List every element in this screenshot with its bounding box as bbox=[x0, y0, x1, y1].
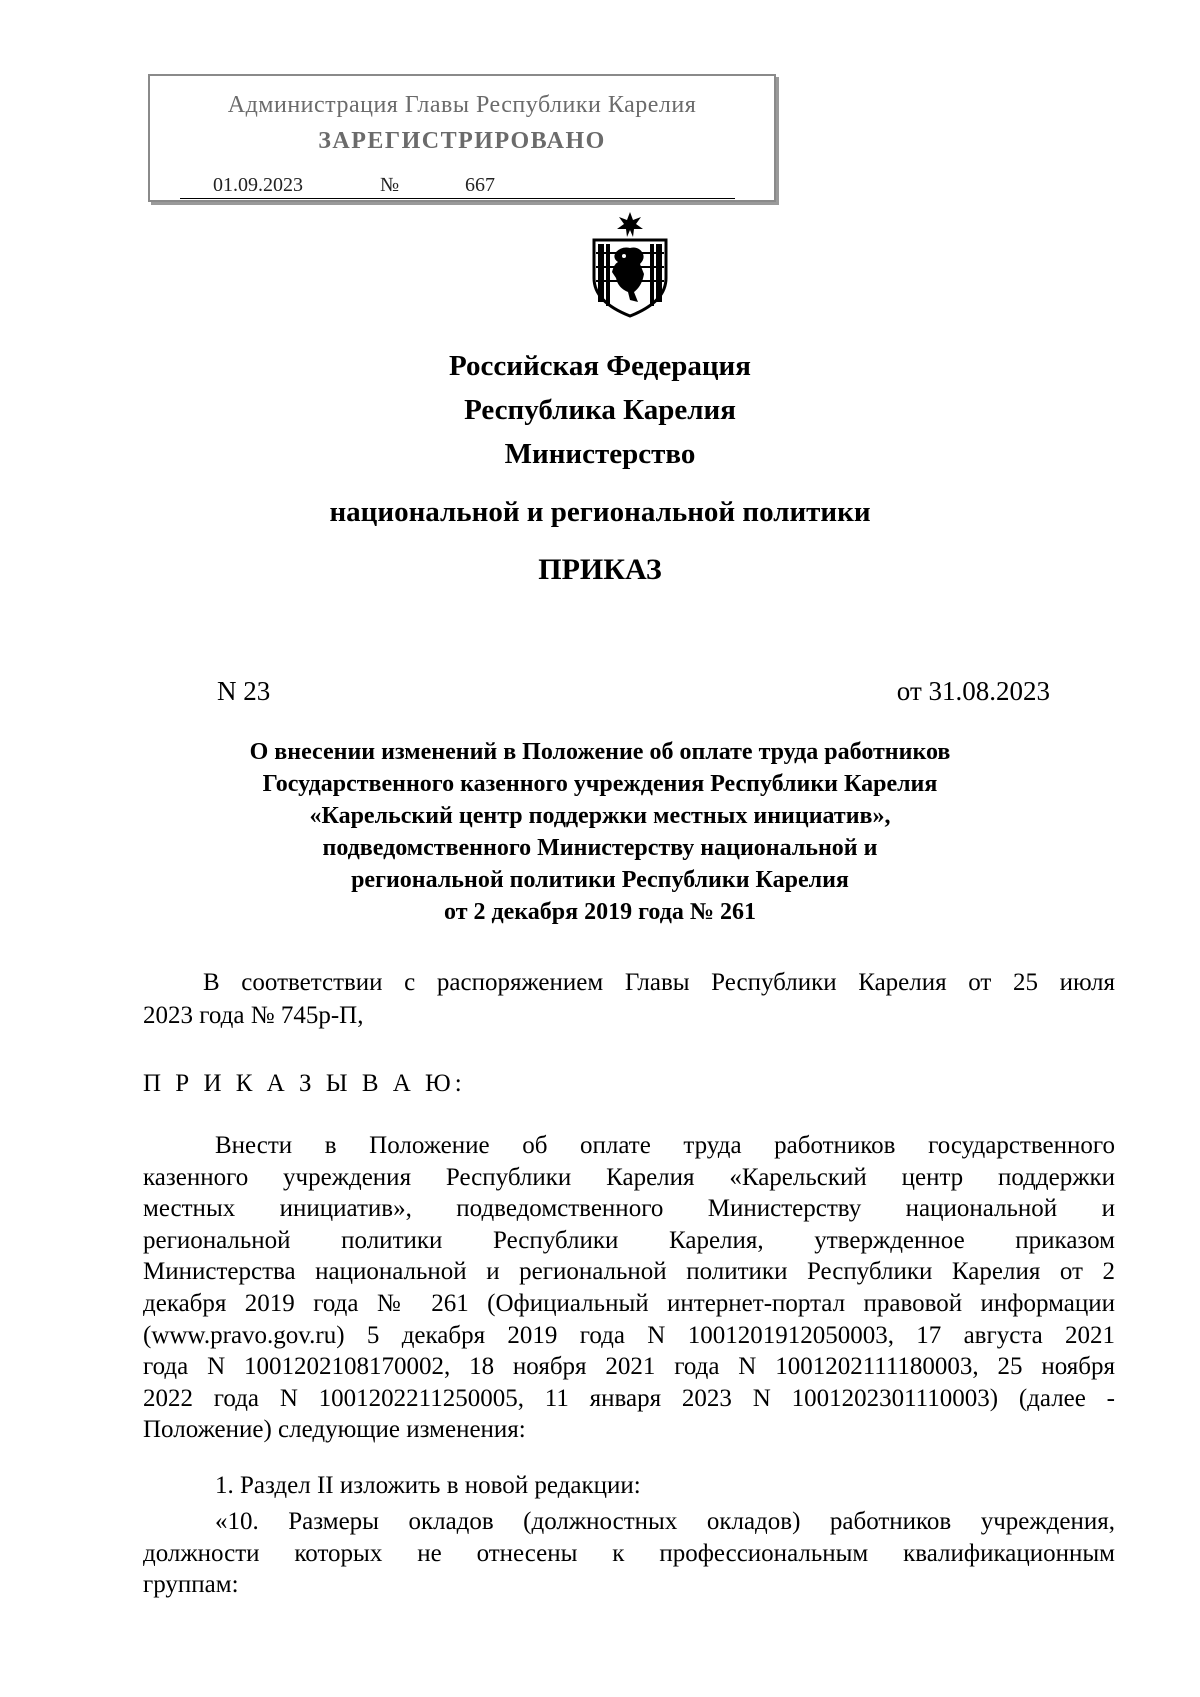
main-text-line: (www.pravo.gov.ru) 5 декабря 2019 года N 1001201912050003, 17 августа 2021 bbox=[143, 1321, 1115, 1349]
main-text-line: Положение) следующие изменения: bbox=[143, 1416, 526, 1444]
document-title bbox=[150, 736, 1050, 928]
header-country: Российская Федерация bbox=[449, 350, 751, 382]
stamp-authority: Администрация Главы Республики Карелия bbox=[227, 92, 697, 118]
main-text-line: Внести в Положение об оплате труда работников государственного bbox=[215, 1132, 1115, 1159]
title-line: от 2 декабря 2019 года № 261 bbox=[444, 899, 756, 925]
stamp-registration-line bbox=[180, 174, 735, 199]
main-text-line: местных инициатив», подведомственного Министерству национальной и bbox=[143, 1195, 1115, 1223]
orders-word: П Р И К А З Ы В А Ю: bbox=[143, 1070, 466, 1097]
quote-text-line: группам: bbox=[143, 1571, 239, 1599]
basis-line: 2023 года № 745р-П, bbox=[143, 1002, 364, 1029]
main-text-line: региональной политики Республики Карелия, утвержденное приказом bbox=[143, 1226, 1115, 1254]
main-text-line: декабря 2019 года № 261 (Официальный интернет-портал правовой информации bbox=[143, 1289, 1115, 1317]
stamp-registered-label: ЗАРЕГИСТРИРОВАНО bbox=[318, 128, 606, 154]
title-line: региональной политики Республики Карелия bbox=[351, 867, 849, 893]
title-line: О внесении изменений в Положение об оплате труда работников bbox=[249, 739, 951, 765]
quote-text-line: «10. Размеры окладов (должностных окладов) работников учреждения, bbox=[215, 1508, 1115, 1535]
stamp-number-sign: № bbox=[380, 174, 400, 196]
order-number: N 23 bbox=[217, 676, 271, 706]
quoted-paragraph bbox=[143, 1506, 1115, 1601]
registration-stamp bbox=[148, 74, 776, 202]
header-ministry: Министерство bbox=[504, 438, 696, 470]
main-text-line: года N 1001202108170002, 18 ноября 2021 года N 1001202111180003, 25 ноября bbox=[143, 1353, 1115, 1381]
basis-paragraph bbox=[143, 966, 1115, 1032]
header-ministry-name: национальной и региональной политики bbox=[329, 496, 871, 528]
main-text-line: казенного учреждения Республики Карелия «Карельский центр поддержки bbox=[143, 1163, 1115, 1191]
point-1: 1. Раздел II изложить в новой редакции: bbox=[215, 1472, 641, 1499]
title-line: «Карельский центр поддержки местных инициатив», bbox=[309, 803, 891, 829]
document-type: ПРИКАЗ bbox=[538, 553, 662, 586]
main-text-line: Министерства национальной и региональной политики Республики Карелия от 2 bbox=[143, 1258, 1115, 1286]
stamp-registration-date: 01.09.2023 bbox=[213, 174, 303, 196]
karelia-coat-of-arms-icon bbox=[584, 212, 676, 318]
main-paragraph bbox=[143, 1130, 1115, 1446]
header-republic: Республика Карелия bbox=[464, 394, 736, 426]
basis-line: В соответствии с распоряжением Главы Республики Карелия от 25 июля bbox=[203, 969, 1115, 996]
title-line: подведомственного Министерству национальной и bbox=[322, 835, 878, 861]
stamp-registration-number: 667 bbox=[465, 174, 495, 196]
order-date: от 31.08.2023 bbox=[896, 676, 1050, 706]
quote-text-line: должности которых не отнесены к профессиональным квалификационным bbox=[143, 1539, 1115, 1567]
main-text-line: 2022 года N 1001202211250005, 11 января 2023 N 1001202301110003) (далее - bbox=[143, 1384, 1115, 1412]
title-line: Государственного казенного учреждения Республики Карелия bbox=[262, 771, 938, 797]
